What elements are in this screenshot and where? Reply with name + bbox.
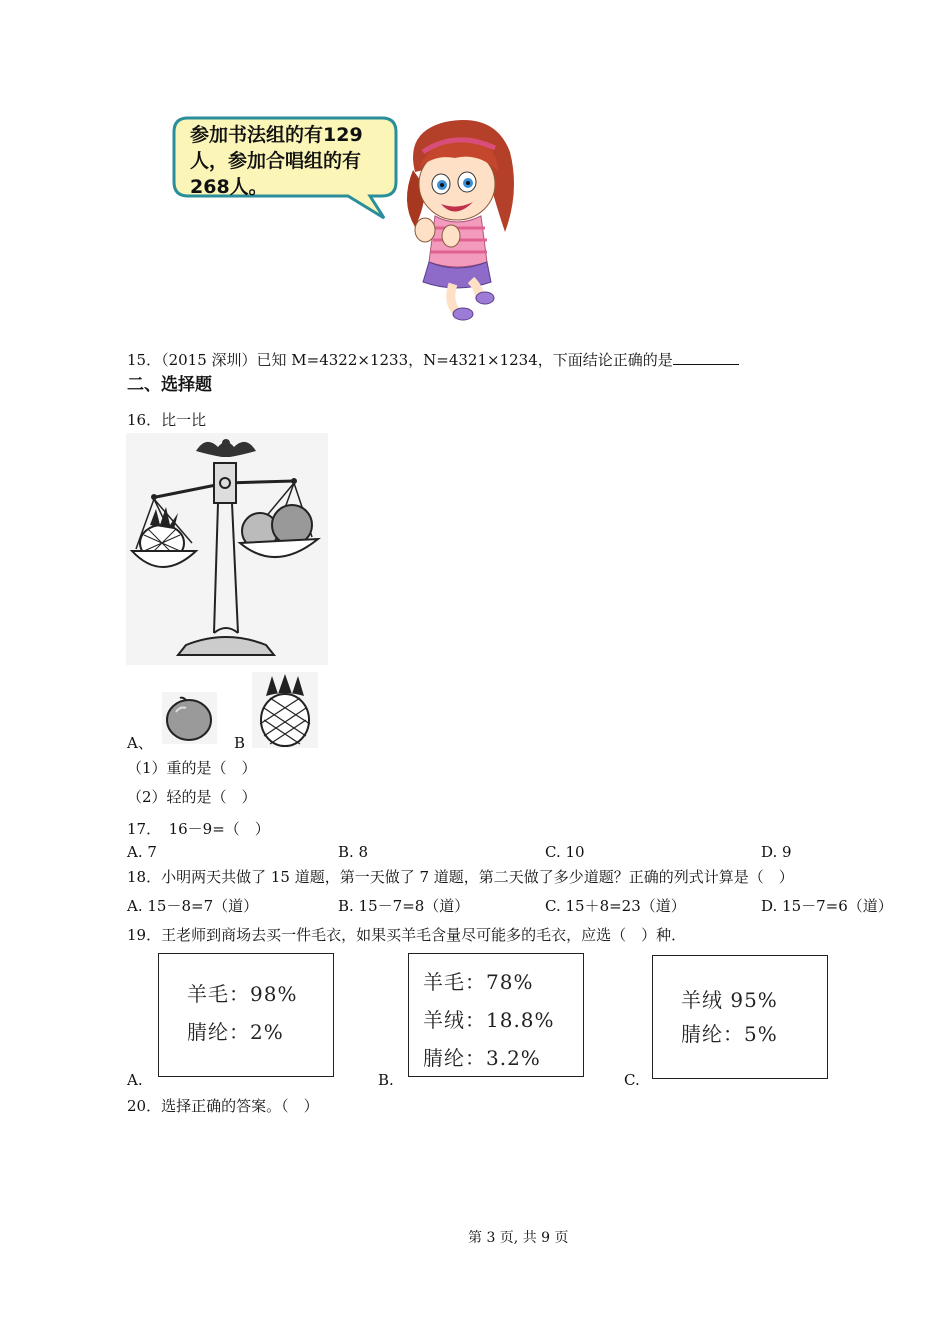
q19-option-b[interactable]: B. <box>378 1071 394 1089</box>
q19-option-a[interactable]: A. <box>127 1071 143 1089</box>
question-15-text: 15．（2015 深圳）已知 M=4322×1233，N=4321×1234，下面结论正确的是 <box>127 351 673 369</box>
cartoon-girl-illustration <box>395 112 525 324</box>
q18-option-a[interactable]: A. 15－8=7（道） <box>127 897 259 915</box>
option-b-label[interactable]: B <box>234 734 246 752</box>
section-title: 二、选择题 <box>127 375 212 395</box>
q18-option-b[interactable]: B. 15－7=8（道） <box>338 897 470 915</box>
box-b-line-3: 腈纶：3.2% <box>423 1046 541 1070</box>
page-footer: 第 3 页, 共 9 页 <box>468 1230 569 1246</box>
box-b-line-1: 羊毛：78% <box>423 970 534 994</box>
q17-option-a[interactable]: A. 7 <box>127 843 157 861</box>
label-box-b <box>408 953 584 1077</box>
balance-scale-illustration <box>126 433 328 665</box>
q18-option-c[interactable]: C. 15＋8=23（道） <box>545 897 686 915</box>
answer-blank[interactable] <box>673 350 739 365</box>
q17-option-c[interactable]: C. 10 <box>545 843 585 861</box>
sub-question-lighter: （2）轻的是（ ） <box>127 788 257 806</box>
q19-option-c[interactable]: C. <box>624 1071 640 1089</box>
question-16-text: 16．比一比 <box>127 411 207 429</box>
sub-question-heavier: （1）重的是（ ） <box>127 759 257 777</box>
box-a-line-2: 腈纶：2% <box>187 1020 284 1044</box>
q18-option-d[interactable]: D. 15－7=6（道） <box>761 897 893 915</box>
label-box-c <box>652 955 828 1079</box>
label-box-a <box>158 953 334 1077</box>
pineapple-icon <box>252 672 318 748</box>
box-b-line-2: 羊绒：18.8% <box>423 1008 555 1032</box>
option-a-label[interactable]: A、 <box>127 734 153 752</box>
question-17-text: 17． 16－9=（ ） <box>127 820 270 838</box>
bubble-line-2: 人，参加合唱组的有 <box>190 150 362 172</box>
bubble-line-3: 268人。 <box>190 176 268 198</box>
question-20-text: 20．选择正确的答案。（ ） <box>127 1097 319 1115</box>
box-a-line-1: 羊毛：98% <box>187 982 298 1006</box>
box-c-line-2: 腈纶：5% <box>681 1022 778 1046</box>
question-19-text: 19．王老师到商场去买一件毛衣，如果买羊毛含量尽可能多的毛衣，应选（ ）种． <box>127 926 687 944</box>
box-c-line-1: 羊绒 95% <box>681 988 778 1012</box>
question-18-text: 18．小明两天共做了 15 道题，第一天做了 7 道题，第二天做了多少道题？正确的列式计算是（ ） <box>127 868 794 886</box>
q17-option-d[interactable]: D. 9 <box>761 843 792 861</box>
q17-option-b[interactable]: B. 8 <box>338 843 369 861</box>
bubble-line-1: 参加书法组的有129 <box>190 124 363 146</box>
question-15 <box>127 350 739 369</box>
apple-icon <box>162 692 217 744</box>
